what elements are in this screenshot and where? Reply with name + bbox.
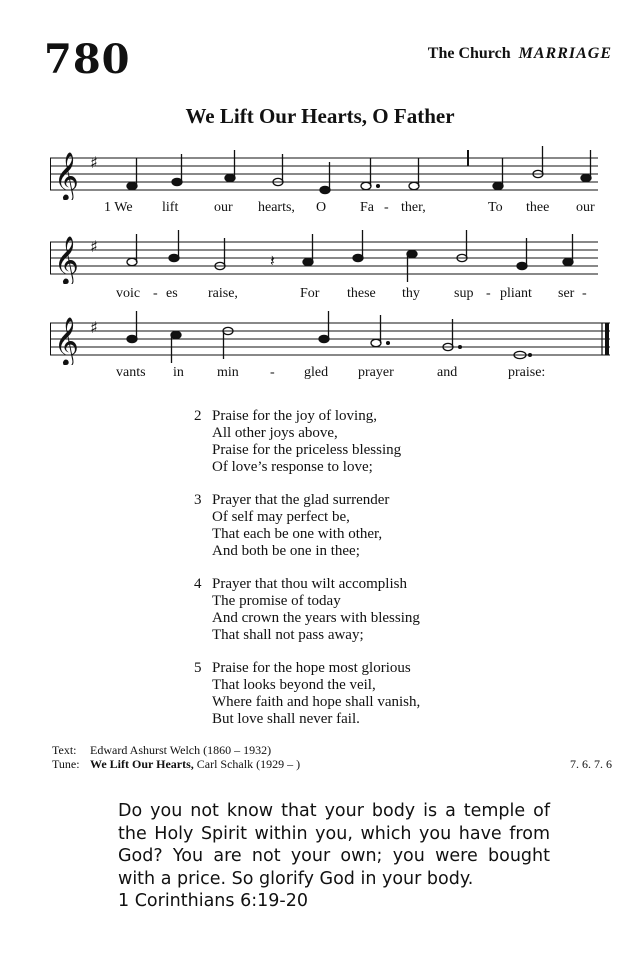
verse-line: Praise for the joy of loving, [212,408,377,424]
verse [190,660,420,728]
verse-line: Of self may perfect be, [212,509,350,525]
treble-clef-icon: 𝄞 [54,151,79,200]
lyric-syllable: 1 We [104,200,133,215]
meter: 7. 6. 7. 6 [570,757,612,771]
lyric-syllable: our [576,200,595,215]
lyric-syllable: raise, [208,286,238,301]
verse-line: And both be one in thee; [212,543,360,559]
lyric-syllable: our [214,200,233,215]
music-staff-3 [50,309,610,365]
lyric-syllable: To [488,200,503,215]
music-staff-1 [50,144,610,200]
quarter-rest-icon: 𝄽 [270,251,275,270]
verse-line: All other joys above, [212,425,338,441]
lyric-syllable: sup [454,286,474,301]
text-credit-label: Text: [52,743,77,757]
treble-clef-icon: 𝄞 [54,235,79,284]
lyric-syllable: es [166,286,178,301]
verse-line: And crown the years with blessing [212,610,420,626]
verse-line: Prayer that thou wilt accomplish [212,576,407,592]
tune-credit [52,757,300,771]
lyric-syllable: gled [304,365,329,380]
lyric-syllable: vants [116,365,146,380]
verse-line: The promise of today [212,593,341,609]
lyric-syllable: - [486,286,491,301]
lyric-syllable: min [217,365,239,380]
verse-line: Praise for the priceless blessing [212,442,402,458]
verse [190,576,420,644]
lyric-syllable: in [173,365,184,380]
sharp-icon: ♯ [90,153,98,172]
lyric-syllable: praise: [508,365,546,380]
tune-composer: Carl Schalk (1929 – ) [196,757,301,771]
verse-line: Of love’s response to love; [212,459,373,475]
hymn-title: We Lift Our Hearts, O Father [185,104,455,128]
verse-line: That looks beyond the veil, [212,677,376,693]
tune-credit-label: Tune: [52,757,80,771]
lyric-syllable: voic [116,286,141,301]
lyric-syllable: - [270,365,275,380]
lyric-syllable: ther, [401,200,426,215]
verses-block [190,408,420,744]
verse-number: 4 [194,576,202,592]
treble-clef-icon: 𝄞 [54,316,79,365]
lyric-syllable: these [347,286,376,301]
section-label: The Church [427,45,511,62]
lyric-syllable: and [437,365,458,380]
lyric-syllable: - [153,286,158,301]
lyric-syllable: hearts, [258,200,295,215]
lyric-syllable: pliant [500,286,532,301]
text-credit-value: Edward Ashurst Welch (1860 – 1932) [90,743,272,757]
lyric-syllable: - [384,200,389,215]
subsection-label: MARRIAGE [518,45,612,62]
verse-number: 2 [194,408,202,424]
hymn-number: 780 [44,36,131,83]
verse-line: Praise for the hope most glorious [212,660,411,676]
verse [190,408,420,476]
lyric-syllable: thy [402,286,420,301]
hymn-credits [52,743,300,771]
verse-line: Prayer that the glad surrender [212,492,390,508]
verse-number: 5 [194,660,202,676]
text-credit [52,743,300,757]
sharp-icon: ♯ [90,318,98,337]
verse-line: That each be one with other, [212,526,383,542]
lyric-syllable: For [300,286,320,301]
verse-line: That shall not pass away; [212,627,364,643]
lyric-syllable: lift [162,200,179,215]
lyric-syllable: prayer [358,365,394,380]
section-heading [428,46,612,62]
music-staff-2 [50,228,610,284]
scripture-passage [118,800,550,913]
scripture-reference: 1 Corinthians 6:19-20 [118,891,308,911]
verse-number: 3 [194,492,202,508]
scripture-text: Do you not know that your body is a temple of the Holy Spirit within you, which you have from God? You are not your own; you were bought with a price. So glorify God in your body. [118,801,550,889]
verse [190,492,420,560]
lyric-syllable: thee [526,200,550,215]
tune-name: We Lift Our Hearts, [90,757,194,771]
lyric-syllable: O [316,200,327,215]
lyric-syllable: - [582,286,587,301]
lyric-syllable: ser [558,286,575,301]
verse-line: But love shall never fail. [212,711,360,727]
sharp-icon: ♯ [90,237,98,256]
lyric-syllable: Fa [360,200,374,215]
verse-line: Where faith and hope shall vanish, [212,694,421,710]
